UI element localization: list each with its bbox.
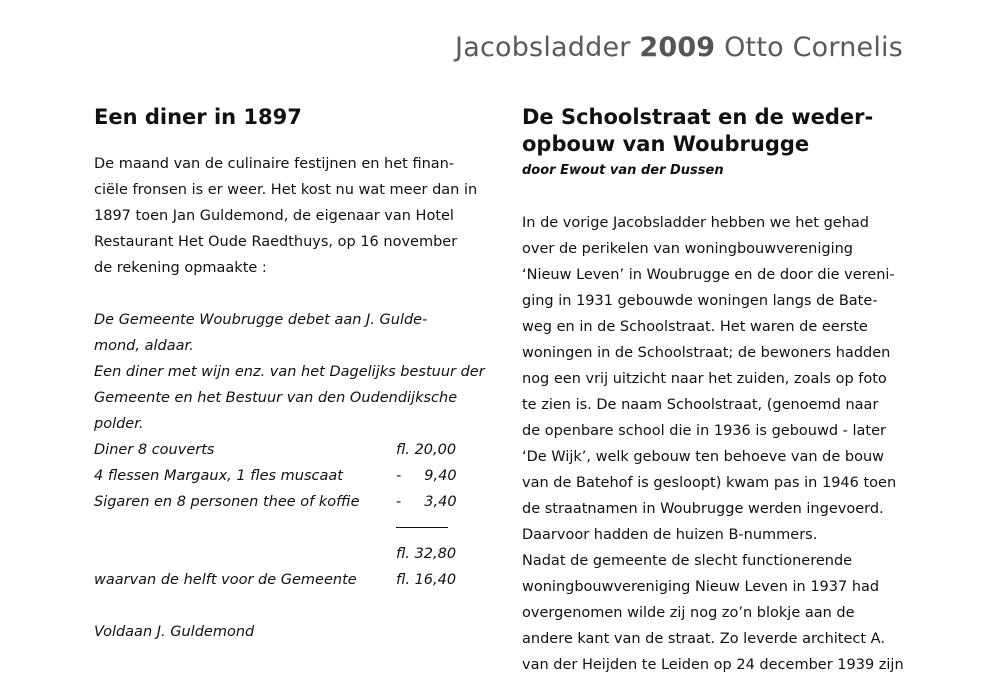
left-article-body [94, 151, 485, 645]
header-title-pre: Jacobsladder [455, 32, 640, 63]
body-line: andere kant van de straat. Zo leverde architect A. [522, 631, 885, 647]
half-amount: fl. 16,40 [396, 572, 457, 588]
page-header [455, 32, 903, 63]
total-amount: fl. 32,80 [396, 546, 457, 562]
body-line: ging in 1931 gebouwde woningen langs de Bate- [522, 293, 878, 309]
item-label: Diner 8 couverts [94, 442, 215, 458]
left-column [94, 104, 485, 645]
sum-rule-row [94, 515, 476, 541]
invoice-item [94, 463, 476, 489]
intro-line: Restaurant Het Oude Raedthuys, op 16 november [94, 234, 458, 250]
item-label: Sigaren en 8 personen thee of koffie [94, 494, 360, 510]
header-year: 2009 [639, 32, 716, 63]
right-title-line-1: De Schoolstraat en de weder- [522, 105, 874, 129]
body-line: te zien is. De naam Schoolstraat, (genoemd naar [522, 397, 879, 413]
intro-line: de rekening opmaakte : [94, 260, 267, 276]
invoice-half [94, 567, 476, 593]
invoice-line: Gemeente en het Bestuur van den Oudendijksche [94, 390, 458, 406]
right-article-title [522, 104, 912, 158]
spacer [94, 281, 476, 307]
body-line: nog een vrij uitzicht naar het zuiden, zoals op foto [522, 371, 887, 387]
header-title-post: Otto Cornelis [715, 32, 903, 63]
invoice-item [94, 489, 476, 515]
body-line: woningen in de Schoolstraat; de bewoners hadden [522, 345, 891, 361]
half-label: waarvan de helft voor de Gemeente [94, 572, 357, 588]
body-line: Daarvoor hadden de huizen B-nummers. [522, 527, 818, 543]
byline: door Ewout van der Dussen [522, 163, 724, 178]
body-line: weg en in de Schoolstraat. Het waren de eerste [522, 319, 868, 335]
item-label: 4 flessen Margaux, 1 fles muscaat [94, 468, 343, 484]
body-line: woningbouwvereniging Nieuw Leven in 1937 had [522, 579, 880, 595]
body-line: ‘Nieuw Leven’ in Woubrugge en de door die vereni- [522, 267, 895, 283]
signature: Voldaan J. Guldemond [94, 624, 255, 640]
intro-line: ciële fronsen is er weer. Het kost nu wat meer dan in [94, 182, 478, 198]
right-article-body [522, 210, 912, 678]
item-amount: - 3,40 [396, 494, 457, 510]
intro-line: 1897 toen Jan Guldemond, de eigenaar van Hotel [94, 208, 454, 224]
body-line: ‘De Wijk’, welk gebouw ten behoeve van de bouw [522, 449, 885, 465]
invoice-item [94, 437, 476, 463]
invoice-line: mond, aldaar. [94, 338, 194, 354]
invoice-line: De Gemeente Woubrugge debet aan J. Gulde- [94, 312, 428, 328]
body-line: van de Batehof is gesloopt) kwam pas in 1946 toen [522, 475, 897, 491]
spacer [94, 593, 476, 619]
sum-rule [396, 527, 448, 528]
body-line: In de vorige Jacobsladder hebben we het gehad [522, 215, 870, 231]
body-line: van der Heijden te Leiden op 24 december 1939 zijn [522, 657, 904, 673]
intro-line: De maand van de culinaire festijnen en het finan- [94, 156, 455, 172]
body-line: over de perikelen van woningbouwvereniging [522, 241, 853, 257]
body-line: de openbare school die in 1936 is gebouwd - later [522, 423, 886, 439]
invoice-line: Een diner met wijn enz. van het Dagelijks bestuur der [94, 364, 485, 380]
invoice-total [94, 541, 476, 567]
item-amount: - 9,40 [396, 468, 457, 484]
body-line: de straatnamen in Woubrugge werden ingevoerd. [522, 501, 884, 517]
right-column [522, 104, 912, 678]
body-line: overgenomen wilde zij nog zo’n blokje aan de [522, 605, 855, 621]
body-line: Nadat de gemeente de slecht functionerende [522, 553, 853, 569]
left-article-title: Een diner in 1897 [94, 105, 302, 129]
invoice-line: polder. [94, 416, 144, 432]
item-amount: fl. 20,00 [396, 442, 457, 458]
right-title-line-2: opbouw van Woubrugge [522, 132, 810, 156]
